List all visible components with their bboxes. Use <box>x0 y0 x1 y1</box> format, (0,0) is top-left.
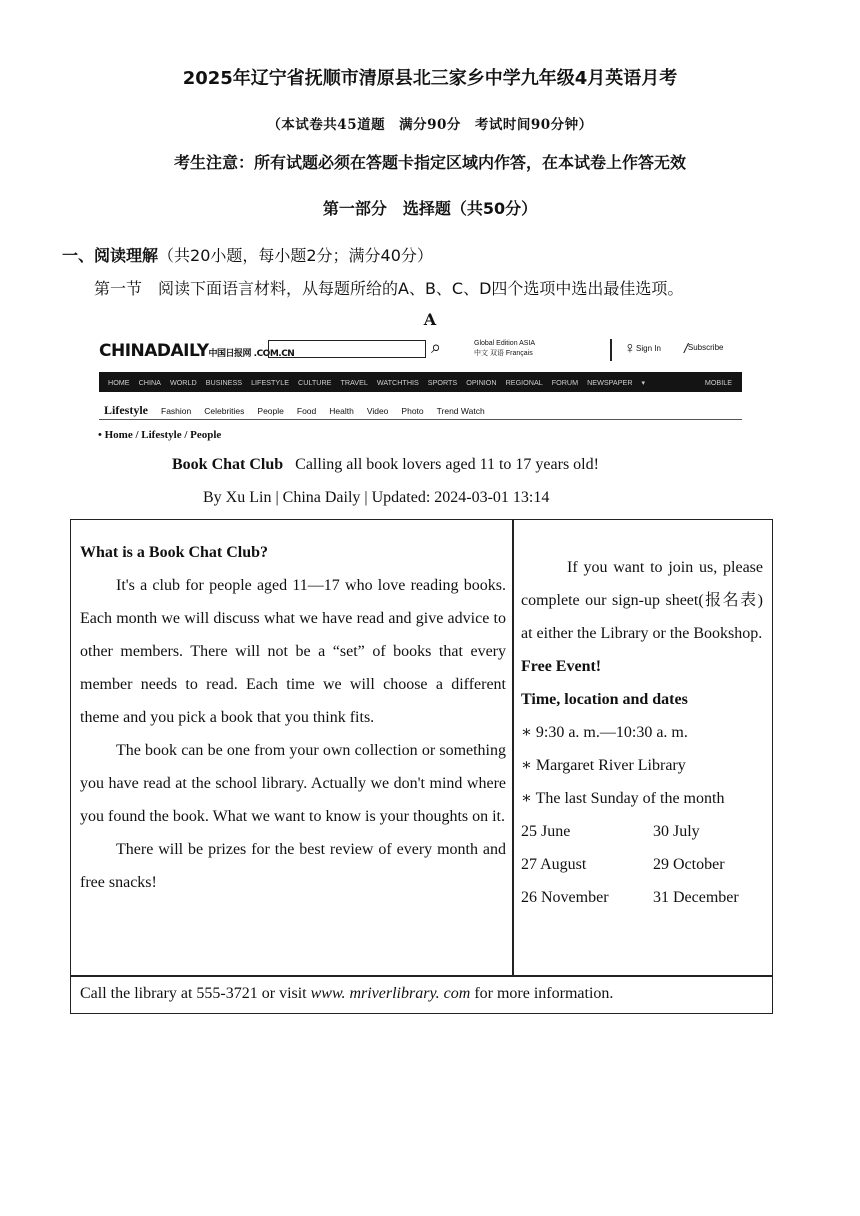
section-heading <box>62 243 433 266</box>
exam-info: （本试卷共45道题 满分90分 考试时间90分钟） <box>267 117 593 133</box>
nav-item[interactable]: BUSINESS <box>205 377 243 387</box>
nav-item[interactable]: FORUM <box>551 377 579 387</box>
event-date: 27 August <box>521 856 587 873</box>
dates-row <box>521 815 763 848</box>
dates-row <box>521 848 763 881</box>
article-heading <box>172 456 599 474</box>
subnav-item[interactable]: Photo <box>401 406 424 416</box>
nav-item-mobile[interactable]: MOBILE <box>704 377 732 387</box>
subnav-item[interactable]: Food <box>296 406 317 416</box>
article-subtitle: Calling all book lovers aged 11 to 17 years old! <box>295 456 599 473</box>
poster-right-column <box>521 551 763 914</box>
search-input[interactable] <box>268 340 426 358</box>
nav-item[interactable]: OPINION <box>466 377 497 387</box>
subnav-item[interactable]: Trend Watch <box>436 406 485 416</box>
article-byline: By Xu Lin | China Daily | Updated: 2024-03-01 13:14 <box>203 489 550 506</box>
article-title: Book Chat Club <box>172 456 284 473</box>
exam-notice: 考生注意：所有试题必须在答题卡指定区域内作答，在本试卷上作答无效 <box>173 153 686 172</box>
header-divider <box>610 339 612 361</box>
nav-item[interactable]: HOME <box>108 377 130 387</box>
exam-title: 2025年辽宁省抚顺市清原县北三家乡中学九年级4月英语月考 <box>182 68 678 89</box>
footer-suffix: for more information. <box>470 985 614 1002</box>
time-location-heading: Time, location and dates <box>521 691 688 708</box>
subnav-title[interactable]: Lifestyle <box>104 403 148 417</box>
subnav-item[interactable]: Celebrities <box>204 406 245 416</box>
subnav-item[interactable]: Video <box>366 406 389 416</box>
subnav-item[interactable]: People <box>257 406 284 416</box>
nav-item[interactable]: LIFESTYLE <box>251 377 290 387</box>
free-event: Free Event! <box>521 658 602 675</box>
sign-in-button[interactable] <box>624 340 661 358</box>
dates-row <box>521 881 763 914</box>
chevron-down-icon[interactable]: ▾ <box>641 377 646 387</box>
nav-item[interactable]: NEWSPAPER <box>587 377 633 387</box>
nav-item[interactable]: CHINA <box>138 377 161 387</box>
sub-nav <box>104 403 498 418</box>
club-description: It's a club for people aged 11—17 who love reading books. Each month we will discuss what we have read and give advice to other members. There will not be a “set” of books that every member needs to read. Each time we will choose a different theme and you pick a book that you think fits. <box>80 577 506 726</box>
event-date: 25 June <box>521 823 571 840</box>
event-date: 29 October <box>653 856 725 873</box>
footer-prefix: Call the library at 555-3721 or visit <box>80 985 311 1002</box>
event-location: ∗ Margaret River Library <box>521 757 686 774</box>
club-prizes: There will be prizes for the best review of every month and free snacks! <box>80 841 506 891</box>
nav-item[interactable]: WATCHTHIS <box>376 377 419 387</box>
breadcrumb[interactable]: • Home / Lifestyle / People <box>98 429 222 441</box>
edition-line1: Global Edition ASIA <box>474 340 536 347</box>
join-instructions: If you want to join us, please complete our sign-up sheet(报名表) at either the Library or the Bookshop. <box>521 559 763 642</box>
poster-left-column <box>80 536 506 899</box>
poster-footer-divider <box>70 975 773 977</box>
poster-column-divider <box>512 519 514 975</box>
event-day: ∗ The last Sunday of the month <box>521 790 725 807</box>
event-time: ∗ 9:30 a. m.—10:30 a. m. <box>521 724 688 741</box>
section-detail: （共20小题，每小题2分；满分40分） <box>158 246 433 265</box>
nav-item[interactable]: CULTURE <box>298 377 332 387</box>
search-icon[interactable]: ⌕ <box>431 337 442 358</box>
club-question-heading: What is a Book Chat Club? <box>80 544 269 561</box>
nav-item[interactable]: SPORTS <box>427 377 458 387</box>
nav-item[interactable]: WORLD <box>169 377 197 387</box>
poster-footer <box>80 985 613 1003</box>
section-heading-label: 一、阅读理解 <box>62 246 159 265</box>
main-nav <box>99 372 742 392</box>
pen-icon: / <box>684 340 688 356</box>
subnav-item[interactable]: Health <box>329 406 354 416</box>
sign-in-label: Sign In <box>636 344 661 354</box>
logo-suffix: 中国日报网 .COM.CN <box>208 349 295 359</box>
event-date: 31 December <box>653 889 739 906</box>
event-date: 26 November <box>521 889 609 906</box>
edition-line2: 中文 双语 Français <box>474 350 533 357</box>
part-title: 第一部分 选择题（共50分） <box>322 199 538 218</box>
user-icon: ♀ <box>624 340 636 357</box>
event-date: 30 July <box>653 823 700 840</box>
library-url[interactable]: www. mriverlibrary. com <box>310 985 471 1002</box>
nav-item[interactable]: REGIONAL <box>505 377 543 387</box>
edition-selector[interactable] <box>474 339 535 359</box>
logo-main: CHINADAILY <box>99 341 209 361</box>
subnav-rule <box>99 419 742 420</box>
subsection-instructions: 第一节 阅读下面语言材料，从每题所给的A、B、C、D四个选项中选出最佳选项。 <box>94 279 684 298</box>
chinadaily-logo <box>99 341 294 361</box>
club-book-source: The book can be one from your own collection or something you have read at the school library. Actually we don't mind where you found the book. What we want to know is your thoughts on it. <box>80 742 506 825</box>
nav-item[interactable]: TRAVEL <box>340 377 368 387</box>
subnav-item[interactable]: Fashion <box>161 406 192 416</box>
subscribe-label: Subscribe <box>687 343 724 353</box>
passage-letter: A <box>423 310 437 329</box>
subscribe-button[interactable] <box>684 340 723 356</box>
